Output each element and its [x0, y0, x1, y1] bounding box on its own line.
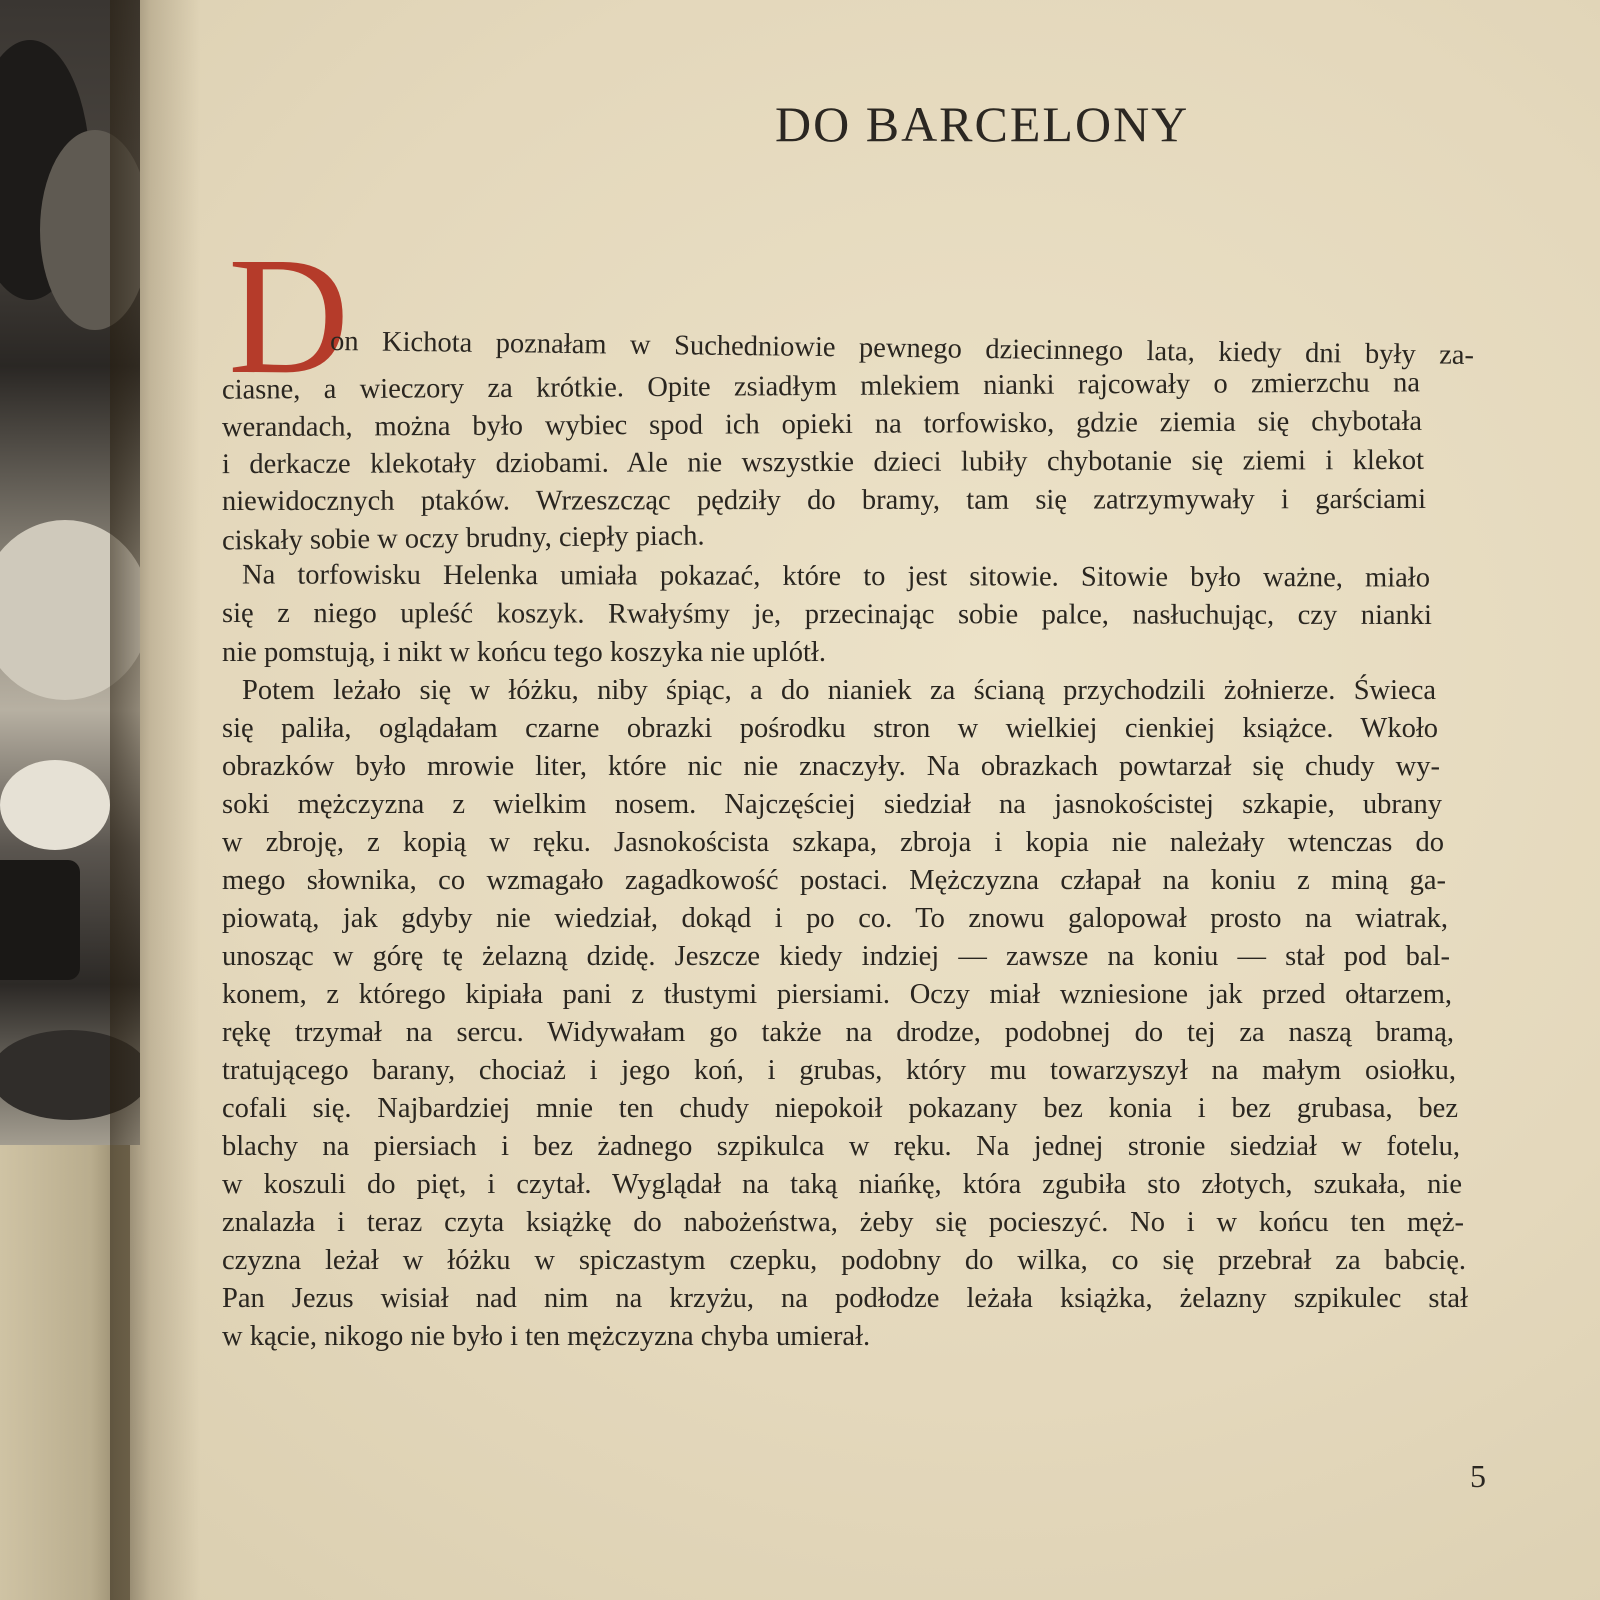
photo-dark-shape [0, 860, 80, 980]
text-line: ciskały sobie w oczy brudny, ciepły piach. [221, 520, 705, 557]
text-line: on Kichota poznałam w Suchedniowie pewnego dziecinnego lata, kiedy dni były za- [329, 326, 1475, 371]
text-line: rękę trzymał na sercu. Widywałam go także na drodze, podobnej do tej za naszą bramą, [222, 1017, 1454, 1048]
text-line: werandach, można było wybiec spod ich opieki na torfowisko, gdzie ziemia się chybotała [221, 405, 1423, 444]
text-line: soki mężczyzna z wielkim nosem. Najczęściej siedział na jasnokościstej szkapie, ubrany [222, 789, 1442, 820]
text-line: i derkacze klekotały dziobami. Ale nie wszystkie dzieci lubiły chybotanie się ziemi i klekot [221, 444, 1425, 481]
text-line: w koszuli do pięt, i czytał. Wyglądał na taką niańkę, która zgubiła sto złotych, szukała, nie [222, 1169, 1462, 1200]
chapter-title: DO BARCELONY [775, 96, 1190, 152]
text-line: niewidocznych ptaków. Wrzeszcząc pędziły do bramy, tam się zatrzymywały i garściami [221, 483, 1427, 518]
text-line: czyzna leżał w łóżku w spiczastym czepku, podobny do wilka, co się przebrał za babcię. [222, 1245, 1466, 1276]
text-line: Pan Jezus wisiał nad nim na krzyżu, na podłodze leżała książka, żelazny szpikulec stał [222, 1283, 1468, 1314]
text-line: cofali się. Najbardziej mnie ten chudy niepokoił pokazany bez konia i bez grubasa, bez [222, 1093, 1458, 1124]
photo-light-shape [0, 760, 110, 850]
text-line: tratującego barany, chociaż i jego koń, i grubas, który mu towarzyszył na małym osiołku, [222, 1055, 1456, 1086]
drop-cap: D [228, 223, 350, 409]
text-line: unosząc w górę tę żelazną dzidę. Jeszcze kiedy indziej — zawsze na koniu — stał pod bal- [222, 941, 1450, 972]
text-line: ciasne, a wieczory za krótkie. Opite zsiadłym mlekiem nianki rajcowały o zmierzchu na [221, 367, 1421, 406]
text-line: obrazków było mrowie liter, które nic nie znaczyły. Na obrazkach powtarzał się chudy wy- [222, 751, 1440, 782]
text-line: się z niego upleść koszyk. Rwałyśmy je, przecinając sobie palce, nasłuchując, czy nianki [221, 597, 1433, 632]
text-line: Potem leżało się w łóżku, niby śpiąc, a do nianiek za ścianą przychodzili żołnierze. Świeca [242, 675, 1436, 706]
gutter-shadow [110, 0, 200, 1600]
text-line: blachy na piersiach i bez żadnego szpikulca w ręku. Na jednej stronie siedział w fotelu, [222, 1131, 1460, 1162]
text-line: w zbroję, z kopią w ręku. Jasnokoścista szkapa, zbroja i kopia nie należały wtenczas do [222, 827, 1444, 858]
text-line: nie pomstują, i nikt w końcu tego koszyka nie uplótł. [222, 637, 826, 668]
text-line: Na torfowisku Helenka umiała pokazać, które to jest sitowie. Sitowie było ważne, miało [241, 559, 1431, 594]
text-line: konem, z którego kipiała pani z tłustymi piersiami. Oczy miał wzniesione jak przed ołtarzem, [222, 979, 1452, 1010]
text-line: się paliła, oglądałam czarne obrazki pośrodku stron w wielkiej cienkiej książce. Wkoło [222, 713, 1438, 744]
text-line: piowatą, jak gdyby nie wiedział, dokąd i po co. To znowu galopował prosto na wiatrak, [222, 903, 1448, 934]
bleed-through-text [330, 0, 1560, 330]
page-number: 5 [1470, 1458, 1486, 1494]
text-line: znalazła i teraz czyta książkę do nabożeństwa, żeby się pocieszyć. No i w końcu ten męż- [222, 1207, 1464, 1238]
text-line: w kącie, nikogo nie było i ten mężczyzna chyba umierał. [222, 1321, 871, 1352]
text-line: mego słownika, co wzmagało zagadkowość postaci. Mężczyzna człapał na koniu z miną ga- [222, 865, 1446, 896]
